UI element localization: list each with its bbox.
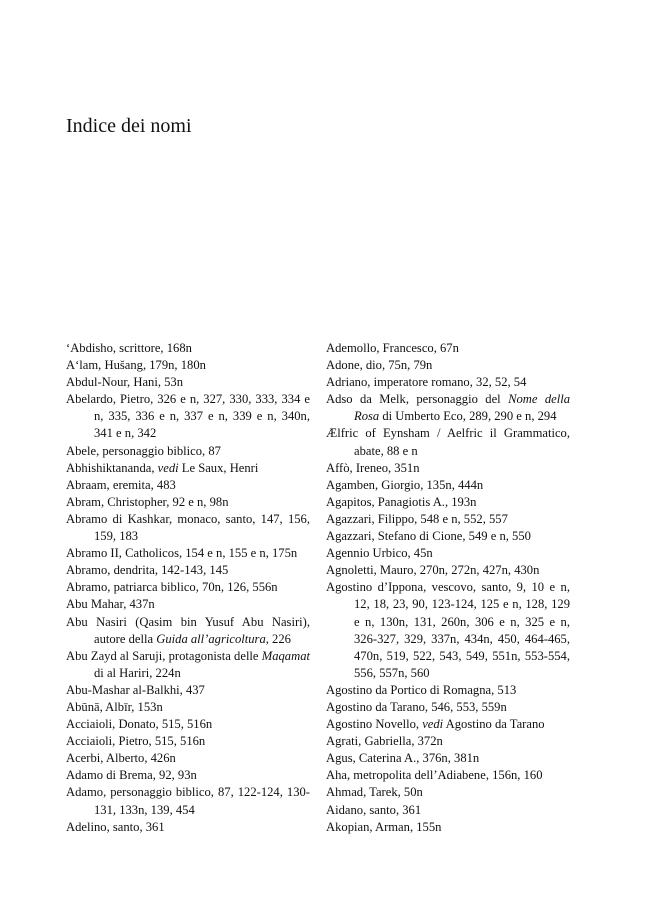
index-entry: Abu Mahar, 437n [66, 597, 155, 612]
index-entry: Agazzari, Filippo, 548 e n, 552, 557 [326, 511, 508, 526]
index-entry: Agostino d’Ippona, vescovo, santo, 9, 10 e n, 12, 18, 23, 90, 123-124, 125 e n, 128, 129 e n, 130n, 131, 260n, 306 e n, 325 e n, 326-327, 329, 337n, 434n, 450, 464-465, 470n, 519, 522, 543, 549, 551n, 553-554, 556, 557n, 560 [326, 580, 570, 680]
index-entry: Abhishiktananda, vedi Le Saux, Henri [66, 460, 259, 475]
index-entry: A‘lam, Hušang, 179n, 180n [66, 358, 206, 373]
index-entry: Acerbi, Alberto, 426n [66, 751, 176, 766]
index-entry: Abramo, dendrita, 142-143, 145 [66, 563, 229, 578]
index-entry: Ahmad, Tarek, 50n [326, 785, 423, 800]
index-entry: Abūnā, Albīr, 153n [66, 699, 163, 714]
index-entry: Agapitos, Panagiotis A., 193n [326, 494, 477, 509]
index-entry: Akopian, Arman, 155n [326, 819, 442, 834]
index-entry: Abdul-Nour, Hani, 53n [66, 375, 184, 390]
index-column-right [326, 340, 570, 836]
index-entry: Abu-Mashar al-Balkhi, 437 [66, 682, 205, 697]
index-entry: Adamo, personaggio biblico, 87, 122-124, 130-131, 133n, 139, 454 [66, 785, 310, 817]
index-entry: Abu Nasiri (Qasim bin Yusuf Abu Nasiri), autore della Guida all’agricoltura, 226 [66, 614, 310, 646]
index-entry: Affò, Ireneo, 351n [326, 460, 420, 475]
page-title: Indice dei nomi [66, 115, 192, 137]
index-entry: Abu Zayd al Saruji, protagonista delle Maqamat di al Hariri, 224n [66, 648, 310, 680]
index-entry: Abele, personaggio biblico, 87 [66, 443, 221, 458]
index-entry: Agazzari, Stefano di Cione, 549 e n, 550 [326, 529, 531, 544]
index-entry: Agamben, Giorgio, 135n, 444n [326, 477, 484, 492]
index-entry: ‘Abdisho, scrittore, 168n [66, 341, 192, 355]
index-entry: Agostino da Portico di Romagna, 513 [326, 682, 517, 697]
index-entry: Abelardo, Pietro, 326 e n, 327, 330, 333, 334 e n, 335, 336 e n, 337 e n, 339 e n, 340n, 341 e n, 342 [66, 392, 310, 441]
index-entry: Agus, Caterina A., 376n, 381n [326, 751, 480, 766]
index-entry: Abraam, eremita, 483 [66, 477, 176, 492]
index-entry: Aidano, santo, 361 [326, 802, 422, 817]
index-entry: Aha, metropolita dell’Adiabene, 156n, 160 [326, 768, 543, 783]
index-entry: Acciaioli, Donato, 515, 516n [66, 717, 213, 732]
index-entry: Adso da Melk, personaggio del Nome della Rosa di Umberto Eco, 289, 290 e n, 294 [326, 392, 571, 424]
index-entry: Abramo, patriarca biblico, 70n, 126, 556n [66, 580, 278, 595]
index-entry: Agostino Novello, vedi Agostino da Tarano [326, 717, 545, 732]
index-entry: Abram, Christopher, 92 e n, 98n [66, 494, 229, 509]
index-entry: Adone, dio, 75n, 79n [326, 358, 433, 373]
index-entry: Agrati, Gabriella, 372n [326, 734, 443, 749]
index-entry: Agennio Urbico, 45n [326, 546, 433, 561]
index-entry: Abramo di Kashkar, monaco, santo, 147, 156, 159, 183 [66, 511, 310, 544]
index-entry: Adamo di Brema, 92, 93n [66, 768, 197, 783]
index-entry: Abramo II, Catholicos, 154 e n, 155 e n, 175n [66, 546, 298, 561]
index-entry: Adriano, imperatore romano, 32, 52, 54 [326, 375, 527, 390]
index-entry: Ademollo, Francesco, 67n [326, 341, 459, 355]
index-entry: Agostino da Tarano, 546, 553, 559n [326, 699, 507, 714]
index-column-left [66, 340, 310, 836]
index-entry: Acciaioli, Pietro, 515, 516n [66, 734, 206, 749]
index-entry: Adelino, santo, 361 [66, 819, 165, 834]
index-entry: Ælfric of Eynsham / Aelfric il Grammatico, abate, 88 e n [326, 426, 570, 458]
index-entry: Agnoletti, Mauro, 270n, 272n, 427n, 430n [326, 563, 540, 578]
